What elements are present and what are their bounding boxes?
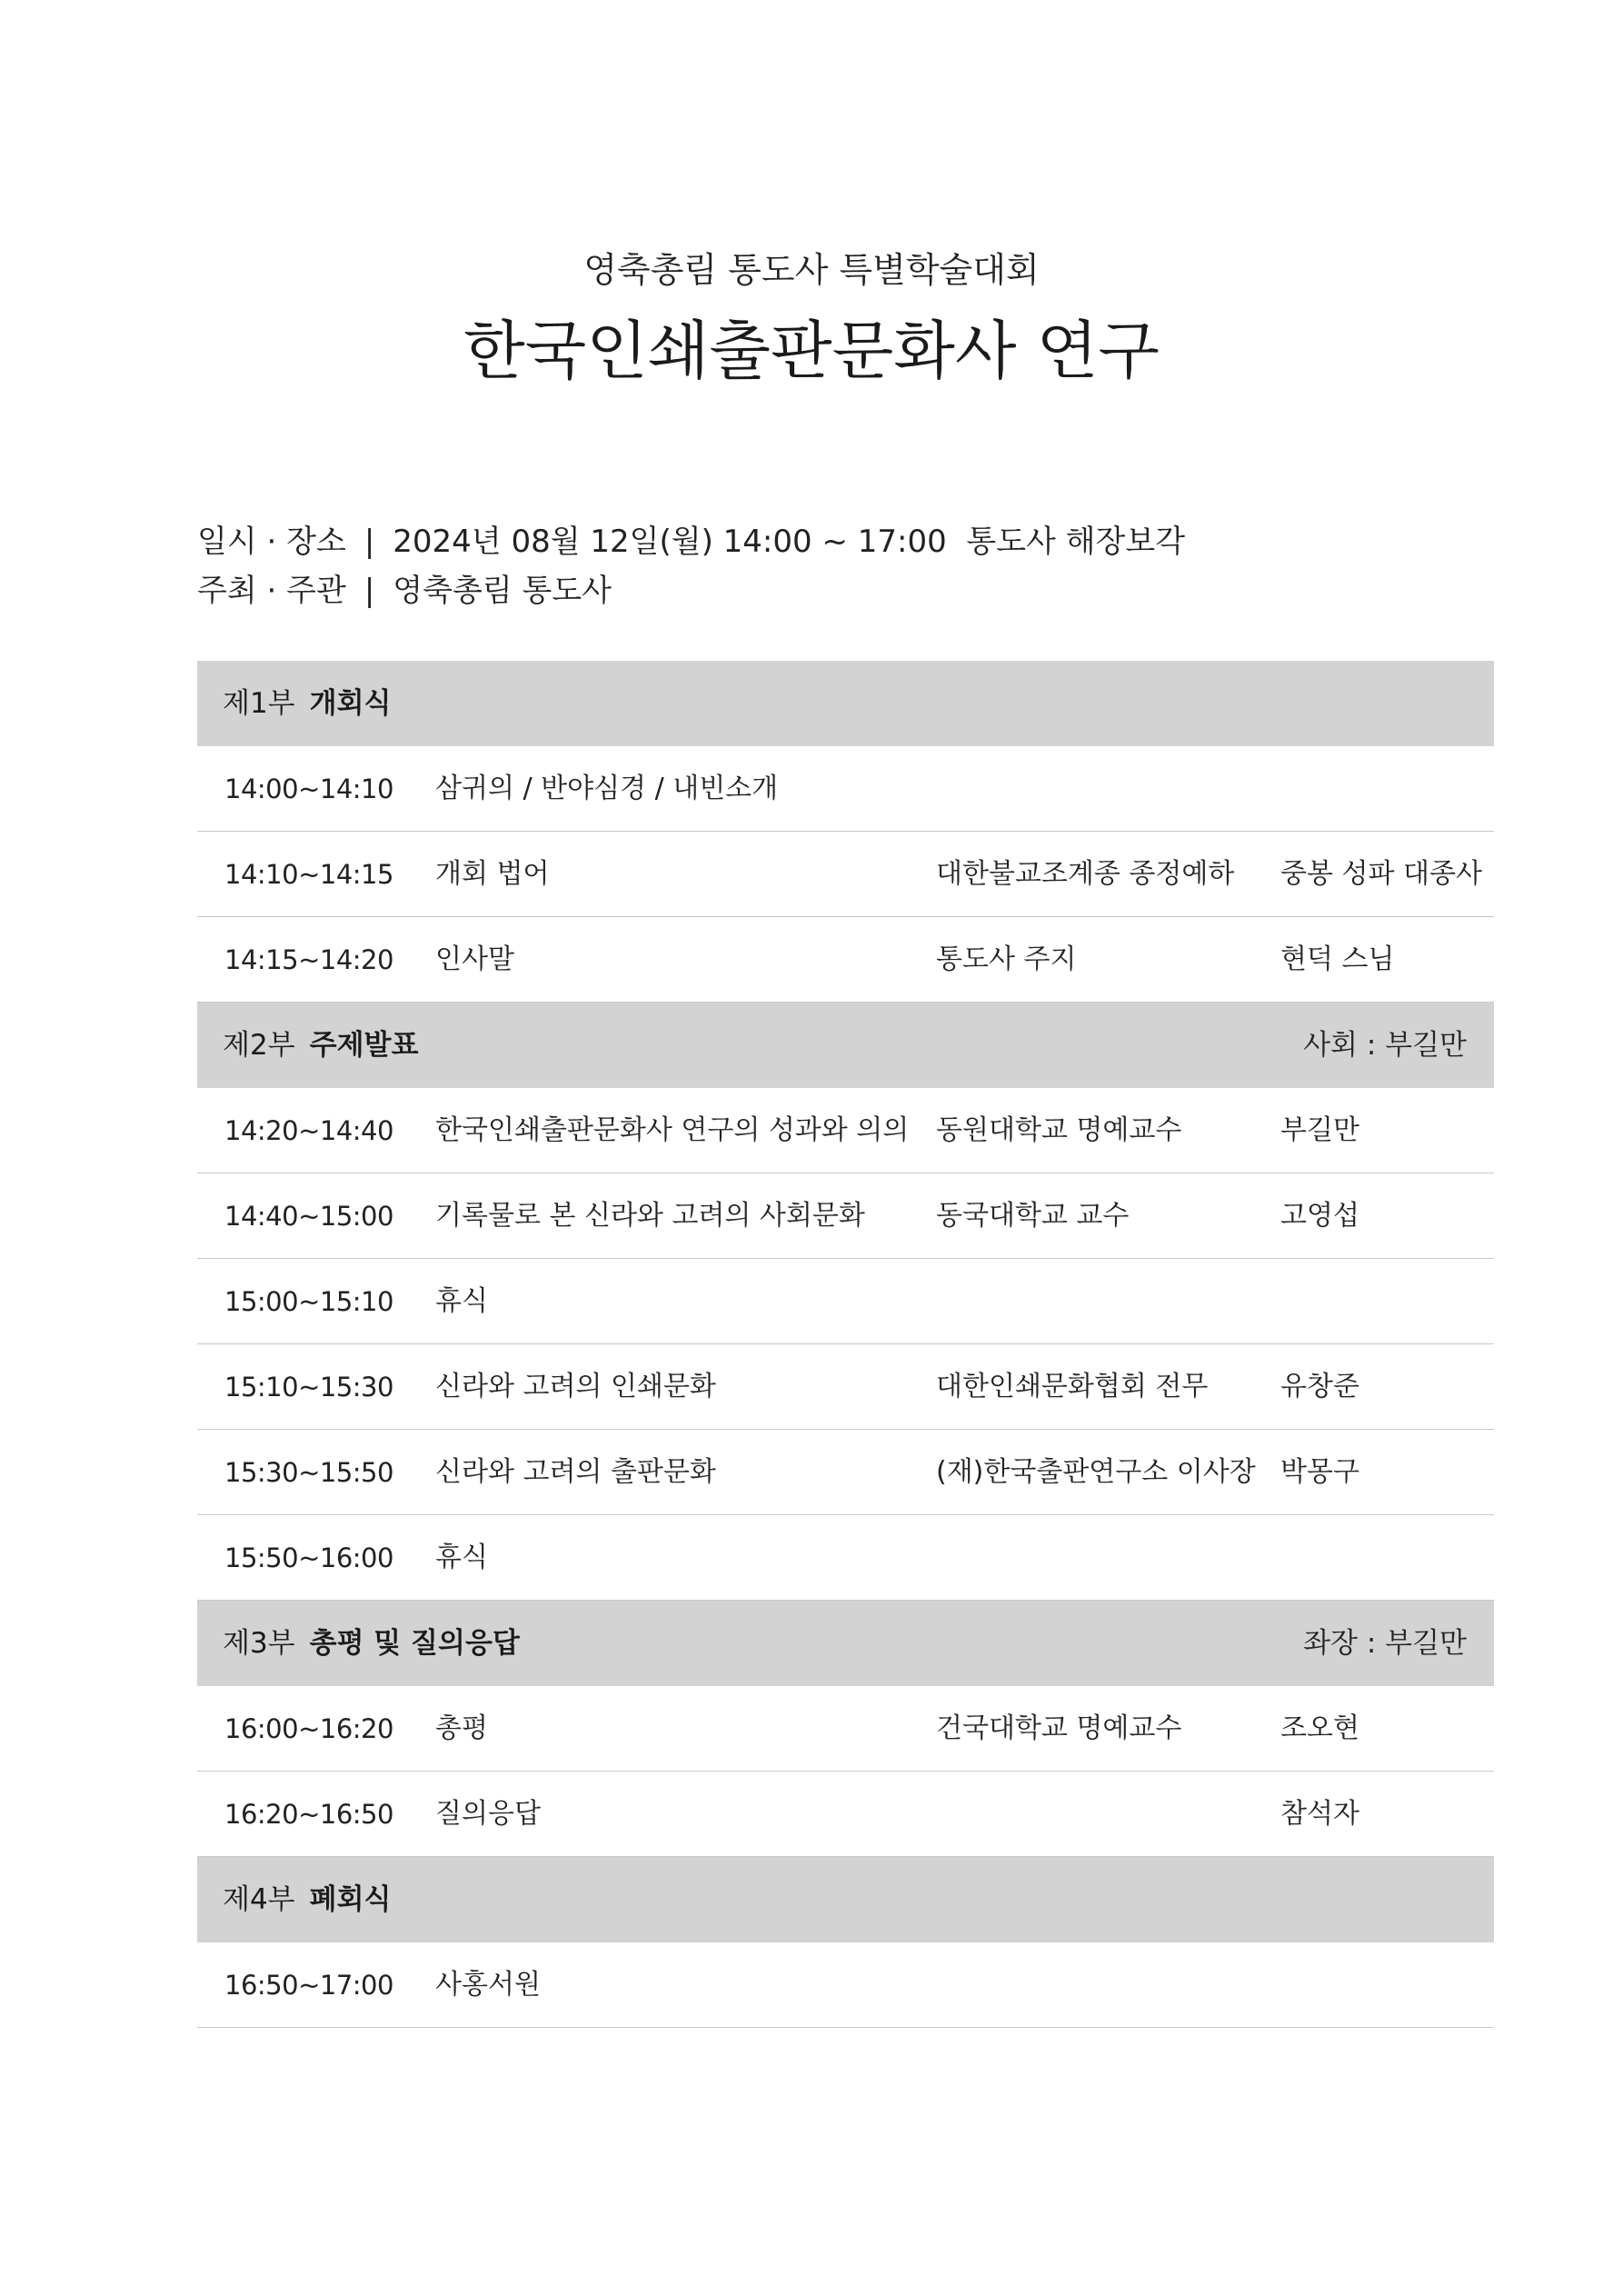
- section-header-row: [197, 661, 1494, 746]
- speaker-name: 유창준: [1280, 1371, 1359, 1403]
- section-name: 폐회식: [309, 1883, 392, 1916]
- program-row: [197, 1344, 1494, 1430]
- session-time: 14:15~14:20: [224, 944, 393, 975]
- meta-separator: |: [363, 573, 375, 609]
- meta-date-venue: [197, 522, 1185, 562]
- section-name: 총평 및 질의응답: [309, 1627, 520, 1660]
- session-title: 휴식: [435, 1285, 488, 1317]
- event-subtitle: 영축총림 통도사 특별학술대회: [583, 250, 1040, 290]
- program-row: [197, 1772, 1494, 1857]
- session-time: 14:10~14:15: [224, 859, 393, 890]
- session-time: 16:00~16:20: [224, 1713, 393, 1744]
- session-time: 15:50~16:00: [224, 1542, 393, 1573]
- session-title: 신라와 고려의 출판문화: [435, 1456, 716, 1488]
- program-row: [197, 1088, 1494, 1173]
- section-number: 제2부: [223, 1029, 295, 1062]
- speaker-affiliation: 동원대학교 명예교수: [936, 1114, 1182, 1146]
- session-title: 총평: [435, 1712, 488, 1744]
- session-time: 14:40~15:00: [224, 1201, 393, 1232]
- program-row: [197, 1259, 1494, 1344]
- section-label: [223, 1003, 418, 1088]
- session-title: 휴식: [435, 1542, 488, 1573]
- session-title: 사홍서원: [435, 1969, 541, 2001]
- session-time: 15:00~15:10: [224, 1286, 393, 1317]
- section-name: 주제발표: [309, 1029, 419, 1062]
- speaker-name: 부길만: [1280, 1114, 1359, 1146]
- session-title: 한국인쇄출판문화사 연구의 성과와 의의: [435, 1114, 910, 1146]
- meta-date-venue-value: 2024년 08월 12일(월) 14:00 ~ 17:00 통도사 해장보각: [393, 524, 1186, 560]
- speaker-name: 조오현: [1280, 1712, 1359, 1744]
- program-row: [197, 1430, 1494, 1515]
- program-row: [197, 917, 1494, 1003]
- program-row: [197, 1173, 1494, 1259]
- section-name: 개회식: [309, 687, 392, 720]
- speaker-affiliation: 대한인쇄문화협회 전무: [936, 1371, 1209, 1403]
- session-title: 개회 법어: [435, 858, 550, 890]
- speaker-name: 중봉 성파 대종사: [1280, 858, 1482, 890]
- meta-host-label: 주최 · 주관: [197, 573, 346, 609]
- section-header-row: [197, 1857, 1494, 1942]
- event-title: 한국인쇄출판문화사 연구: [463, 314, 1160, 388]
- speaker-affiliation: (재)한국출판연구소 이사장: [936, 1456, 1256, 1488]
- speaker-affiliation: 통도사 주지: [936, 943, 1077, 975]
- speaker-affiliation: 대한불교조계종 종정예하: [936, 858, 1235, 890]
- session-title: 인사말: [435, 943, 514, 975]
- session-time: 16:20~16:50: [224, 1799, 393, 1830]
- session-title: 삼귀의 / 반야심경 / 내빈소개: [435, 773, 779, 804]
- meta-host-value: 영축총림 통도사: [393, 573, 612, 609]
- session-time: 15:10~15:30: [224, 1372, 393, 1403]
- session-time: 15:30~15:50: [224, 1457, 393, 1488]
- section-header-row: [197, 1601, 1494, 1686]
- section-label: [223, 1601, 520, 1686]
- section-label: [223, 661, 391, 746]
- program-row: [197, 1686, 1494, 1772]
- program-row: [197, 1515, 1494, 1601]
- session-title: 신라와 고려의 인쇄문화: [435, 1371, 716, 1403]
- speaker-name: 고영섭: [1280, 1200, 1359, 1232]
- section-moderator: 사회 : 부길만: [1303, 1029, 1467, 1062]
- speaker-affiliation: 건국대학교 명예교수: [936, 1712, 1182, 1744]
- speaker-name: 박몽구: [1280, 1456, 1359, 1488]
- meta-separator: |: [363, 524, 375, 560]
- section-number: 제4부: [223, 1883, 295, 1916]
- speaker-name: 참석자: [1280, 1798, 1359, 1830]
- session-title: 질의응답: [435, 1798, 541, 1830]
- session-time: 14:20~14:40: [224, 1115, 393, 1146]
- meta-date-venue-label: 일시 · 장소: [197, 524, 346, 560]
- section-label: [223, 1857, 391, 1942]
- speaker-affiliation: 동국대학교 교수: [936, 1200, 1130, 1232]
- session-time: 14:00~14:10: [224, 774, 393, 804]
- section-header-row: [197, 1003, 1494, 1088]
- section-moderator: 좌장 : 부길만: [1303, 1627, 1467, 1660]
- program-table: [197, 661, 1494, 2028]
- section-number: 제1부: [223, 687, 295, 720]
- section-number: 제3부: [223, 1627, 295, 1660]
- program-row: [197, 746, 1494, 832]
- speaker-name: 현덕 스님: [1280, 943, 1395, 975]
- session-title: 기록물로 본 신라와 고려의 사회문화: [435, 1200, 865, 1232]
- program-row: [197, 832, 1494, 917]
- meta-host: [197, 571, 612, 611]
- session-time: 16:50~17:00: [224, 1970, 393, 2001]
- program-row: [197, 1942, 1494, 2028]
